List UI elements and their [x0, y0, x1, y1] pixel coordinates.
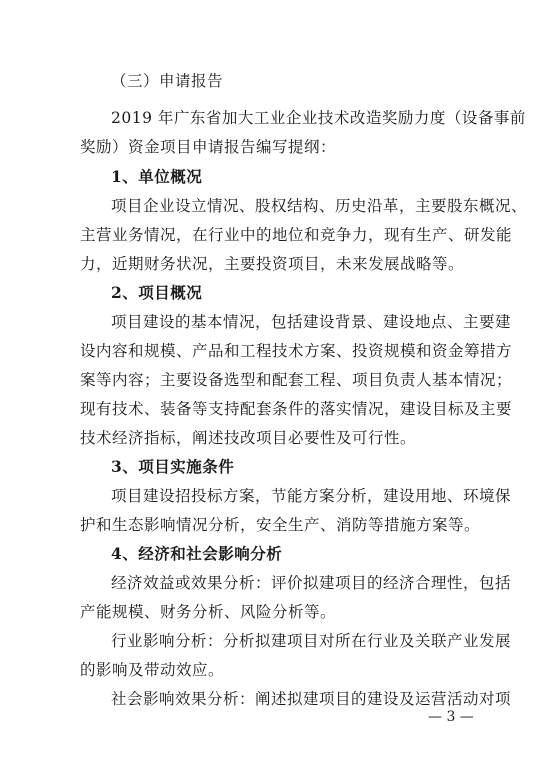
section-3-line-2: 护和生态影响情况分析，安全生产、消防等措施方案等。 — [80, 516, 481, 534]
intro-line-1: 2019 年广东省加大工业企业技术改造奖励力度（设备事前 — [111, 109, 526, 127]
section-4-line-1: 经济效益或效果分析：评价拟建项目的经济合理性，包括 — [111, 574, 512, 592]
section-1-line-1: 项目企业设立情况、股权结构、历史沿革，主要股东概况、 — [111, 197, 528, 215]
section-3-heading: 3、项目实施条件 — [111, 457, 235, 476]
section-2-heading: 2、项目概况 — [111, 283, 203, 302]
section-4-line-4: 的影响及带动效应。 — [80, 661, 225, 679]
section-title: （三）申请报告 — [111, 72, 224, 90]
section-1-line-3: 力，近期财务状况，主要投资项目，未来发展战略等。 — [80, 255, 465, 273]
section-2-line-5: 技术经济指标，阐述技改项目必要性及可行性。 — [80, 429, 417, 447]
section-2-line-1: 项目建设的基本情况，包括建设背景、建设地点、主要建 — [111, 313, 512, 331]
section-2-line-3: 案等内容；主要设备选型和配套工程、项目负责人基本情况； — [80, 371, 513, 389]
section-4-line-2: 产能规模、财务分析、风险分析等。 — [80, 603, 337, 621]
page-number: — 3 — — [428, 709, 474, 725]
section-4-heading: 4、经济和社会影响分析 — [111, 544, 283, 563]
section-1-line-2: 主营业务情况，在行业中的地位和竞争力，现有生产、研发能 — [80, 226, 513, 244]
section-3-line-1: 项目建设招投标方案，节能方案分析，建设用地、环境保 — [111, 487, 512, 505]
section-4-line-3: 行业影响分析：分析拟建项目对所在行业及关联产业发展 — [111, 632, 512, 650]
section-1-heading: 1、单位概况 — [111, 167, 203, 186]
section-2-line-2: 设内容和规模、产品和工程技术方案、投资规模和资金筹措方 — [80, 342, 513, 360]
section-4-line-5: 社会影响效果分析：阐述拟建项目的建设及运营活动对项 — [111, 690, 512, 708]
intro-line-2: 奖励）资金项目申请报告编写提纲： — [80, 138, 337, 156]
section-2-line-4: 现有技术、装备等支持配套条件的落实情况，建设目标及主要 — [80, 400, 513, 418]
